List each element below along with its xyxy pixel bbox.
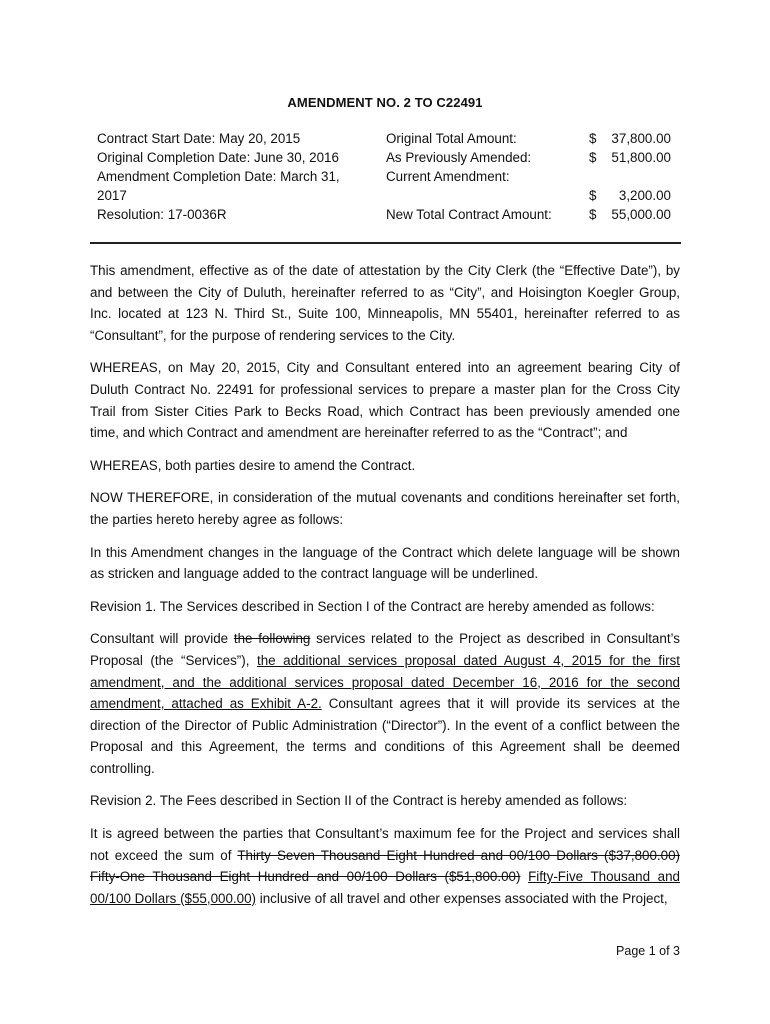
amount-value: 55,000.00 <box>611 207 671 222</box>
stricken-text: the following <box>233 631 311 647</box>
stricken-text: Thirty Seven Thousand Eight Hundred and 00/100 Dollars ($37,800.00) Fifty-One Thousand Eight Hundred and 00/100 Dollars ($51,800.00) <box>90 847 680 885</box>
page-number: Page 1 of 3 <box>616 944 680 958</box>
amount-labels-block <box>386 129 571 224</box>
previously-amended-amount <box>589 148 671 167</box>
current-amendment-label: Current Amendment: <box>386 169 510 184</box>
now-therefore-paragraph: NOW THEREFORE, in consideration of the mutual covenants and conditions hereinafter set forth, the parties hereto hereby agree as follows: <box>90 490 680 527</box>
header-divider <box>90 242 681 244</box>
whereas-paragraph-2: WHEREAS, both parties desire to amend the Contract. <box>90 457 416 473</box>
text-run: It is agreed between the parties that Consultant’s maximum fee for the Project and services shall not exceed the sum of <box>90 826 680 863</box>
document-body <box>90 260 680 920</box>
text-run: services related to the Project as described in Consultant’s Proposal (the “Services”), <box>90 631 680 668</box>
current-amendment-blank <box>589 167 671 186</box>
start-date: Contract Start Date: May 20, 2015 <box>97 131 301 146</box>
revision-1-heading: Revision 1. The Services described in Section I of the Contract are hereby amended as follows: <box>90 598 655 614</box>
new-total-label: New Total Contract Amount: <box>386 207 552 222</box>
currency-symbol: $ <box>589 131 597 146</box>
text-run <box>520 869 528 884</box>
text-run: inclusive of all travel and other expenses associated with the Project, <box>256 890 668 906</box>
blank-label <box>386 186 571 205</box>
amendment-completion-year: 2017 <box>97 188 127 203</box>
contract-dates-block <box>97 129 367 224</box>
underlined-text: Fifty-Five Thousand and 00/100 Dollars ($55,000.00) <box>90 869 680 906</box>
currency-symbol: $ <box>589 188 597 203</box>
new-total-amount <box>589 205 671 224</box>
text-run: Consultant will provide <box>90 631 234 647</box>
fees-paragraph <box>90 823 680 909</box>
whereas-paragraph-1: WHEREAS, on May 20, 2015, City and Consultant entered into an agreement bearing City of Duluth Contract No. 22491 for professional services to prepare a master plan for the Cross City Trail from Sister Cities Park to Becks Road, which Contract has been previously amended one time, and which Contract and amendment are hereinafter referred to as the “Contract”; and <box>90 360 680 441</box>
revision-2-heading: Revision 2. The Fees described in Section II of the Contract is hereby amended as follows: <box>90 793 628 809</box>
currency-symbol: $ <box>589 150 597 165</box>
amendment-completion-date: Amendment Completion Date: March 31, <box>97 169 340 184</box>
currency-symbol: $ <box>589 207 597 222</box>
original-completion-date: Original Completion Date: June 30, 2016 <box>97 150 339 165</box>
services-paragraph <box>90 628 680 779</box>
original-total-label: Original Total Amount: <box>386 131 517 146</box>
changes-notice-paragraph: In this Amendment changes in the language of the Contract which delete language will be shown as stricken and language added to the contract language will be underlined. <box>90 544 680 582</box>
original-total-amount <box>589 129 671 148</box>
amount-value: 37,800.00 <box>611 131 671 146</box>
amount-value: 51,800.00 <box>611 150 671 165</box>
resolution: Resolution: 17-0036R <box>97 207 227 222</box>
previously-amended-label: As Previously Amended: <box>386 150 532 165</box>
amount-value: 3,200.00 <box>618 188 671 203</box>
current-amendment-amount <box>589 186 671 205</box>
intro-paragraph: This amendment, effective as of the date of attestation by the City Clerk (the “Effective Date”), by and between the City of Duluth, hereinafter referred to as “City”, and Hoisington Koegler Group, Inc. located at 123 N. Third St., Suite 100, Minneapolis, MN 55401, hereinafter referred to as “Consultant”, for the purpose of rendering services to the City. <box>90 263 680 343</box>
underlined-text: the additional services proposal dated August 4, 2015 for the first amendment, and the additional services proposal dated December 16, 2016 for the second amendment, attached as Exhibit A-2. <box>90 652 680 712</box>
document-title: AMENDMENT NO. 2 TO C22491 <box>287 95 483 110</box>
text-run: Consultant agrees that it will provide its services at the direction of the Director of Public Administration (“Director”). In the event of a conflict between the Proposal and this Agreement, the terms and conditions of this Agreement shall be deemed controlling. <box>90 696 680 776</box>
amount-values-block <box>589 129 671 224</box>
